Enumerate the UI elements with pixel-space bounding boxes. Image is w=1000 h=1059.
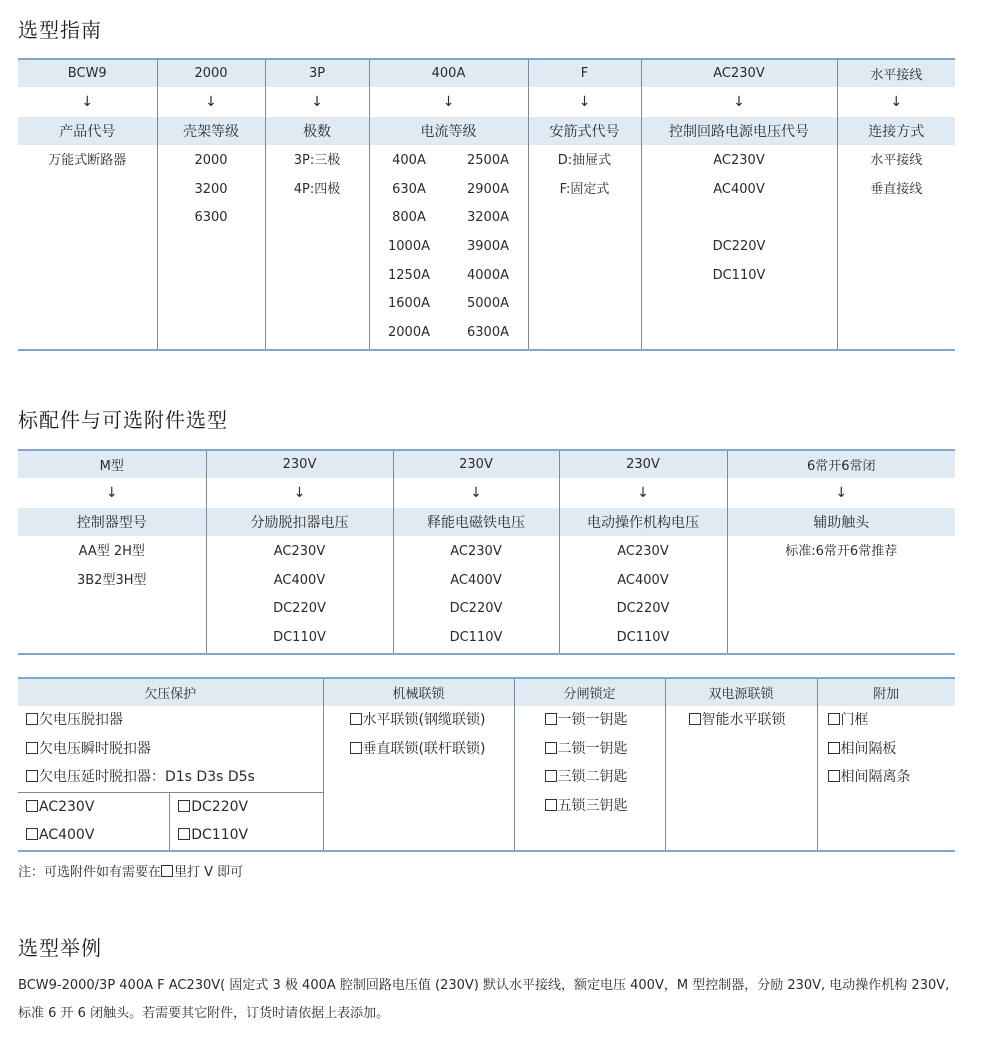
std-arrow-3: ↓ xyxy=(559,478,727,508)
current-list-left xyxy=(370,147,449,348)
guide-value: 万能式断路器 xyxy=(48,153,127,168)
dual-power-options xyxy=(665,706,817,851)
guide-values-1 xyxy=(157,145,265,350)
checkbox-icon[interactable] xyxy=(545,799,557,811)
checkbox-icon[interactable] xyxy=(828,770,840,782)
option-label: 二锁一钥匙 xyxy=(557,740,628,757)
guide-value: 1250A xyxy=(388,267,430,283)
std-value: DC220V xyxy=(449,601,503,617)
option-label: 垂直联锁(联杆联锁) xyxy=(362,740,486,757)
guide-code-3: 400A xyxy=(369,59,528,87)
undervoltage-options xyxy=(18,706,323,851)
guide-value: 630A xyxy=(392,181,426,197)
guide-value: 3200 xyxy=(194,181,228,197)
guide-value: 3200A xyxy=(467,210,509,226)
std-code-1: 230V xyxy=(206,450,393,478)
selection-guide-table xyxy=(18,58,955,351)
checkbox-icon[interactable] xyxy=(26,800,38,812)
guide-value: F:固定式 xyxy=(559,181,610,197)
checkbox-icon[interactable] xyxy=(350,713,362,725)
std-value: DC220V xyxy=(616,601,670,617)
std-values-4 xyxy=(727,536,955,654)
option-phase-isolation-strip[interactable] xyxy=(818,763,956,792)
std-value: 标准:6常开6常推荐 xyxy=(785,544,898,559)
undervoltage-voltage-grid xyxy=(18,792,323,850)
std-value: AC230V xyxy=(273,544,326,559)
checkbox-icon[interactable] xyxy=(350,742,362,754)
option-voltage-ac400[interactable] xyxy=(18,821,169,850)
note-prefix: 注：可选附件如有需要在 xyxy=(18,865,162,880)
std-value: AC400V xyxy=(617,572,669,588)
guide-value: 400A xyxy=(392,153,426,168)
guide-value: 6300A xyxy=(467,325,509,341)
checkbox-icon[interactable] xyxy=(26,828,38,840)
guide-code-6: 水平接线 xyxy=(837,59,955,87)
option-undervoltage-delay[interactable] xyxy=(18,763,323,792)
guide-arrow-4: ↓ xyxy=(528,87,641,117)
guide-label-6: 连接方式 xyxy=(837,117,955,145)
option-label: 五锁三钥匙 xyxy=(557,797,628,814)
std-arrow-2: ↓ xyxy=(393,478,559,508)
std-code-3: 230V xyxy=(559,450,727,478)
std-value: AC400V xyxy=(273,572,326,588)
checkbox-icon[interactable] xyxy=(828,742,840,754)
option-undervoltage-release[interactable] xyxy=(18,706,323,735)
acc-header-dual-power: 双电源联锁 xyxy=(665,678,817,706)
std-code-0: M型 xyxy=(18,450,206,478)
checkbox-icon[interactable] xyxy=(545,770,557,782)
guide-value: 6300 xyxy=(194,210,228,226)
option-phase-barrier[interactable] xyxy=(818,735,956,764)
std-arrow-1: ↓ xyxy=(206,478,393,508)
guide-value: 垂直接线 xyxy=(870,181,923,197)
option-smart-horizontal-interlock[interactable] xyxy=(666,706,817,735)
guide-value: AC230V xyxy=(713,153,765,168)
guide-value: 3P:三极 xyxy=(293,153,341,168)
option-label: 欠电压脱扣器 xyxy=(39,712,123,728)
example-title: 选型举例 xyxy=(18,936,102,960)
option-door-frame[interactable] xyxy=(818,706,956,735)
option-voltage-ac230[interactable] xyxy=(18,793,169,822)
option-label: 相间隔板 xyxy=(840,740,897,757)
checkbox-icon xyxy=(161,865,173,877)
option-label: 水平联锁(钢缆联锁) xyxy=(362,712,486,728)
guide-arrow-2: ↓ xyxy=(265,87,369,117)
option-horizontal-interlock[interactable] xyxy=(324,706,514,735)
option-lock-3-2[interactable] xyxy=(515,763,665,792)
optional-accessories-table xyxy=(18,677,955,852)
standard-accessories-table xyxy=(18,449,955,655)
checkbox-icon[interactable] xyxy=(178,800,190,812)
acc-header-opening-lock: 分闸锁定 xyxy=(514,678,665,706)
option-label: 相间隔离条 xyxy=(840,769,911,785)
guide-value: DC110V xyxy=(712,267,766,283)
option-label: DC110V xyxy=(191,827,249,843)
option-lock-5-3[interactable] xyxy=(515,792,665,821)
option-undervoltage-instant[interactable] xyxy=(18,735,323,764)
std-label-1: 分励脱扣器电压 xyxy=(206,508,393,536)
current-list-right xyxy=(449,147,528,348)
guide-value: 4P:四极 xyxy=(293,181,341,197)
guide-label-3: 电流等级 xyxy=(369,117,528,145)
std-arrow-0: ↓ xyxy=(18,478,206,508)
guide-value: 4000A xyxy=(467,267,509,283)
std-value: AC230V xyxy=(617,544,669,559)
checkbox-icon[interactable] xyxy=(828,713,840,725)
guide-code-4: F xyxy=(528,59,641,87)
guide-arrow-3: ↓ xyxy=(369,87,528,117)
acc-header-additional: 附加 xyxy=(817,678,955,706)
option-lock-2-1[interactable] xyxy=(515,735,665,764)
guide-value: 2900A xyxy=(467,181,509,197)
example-text: BCW9-2000/3P 400A F AC230V( 固定式 3 极 400A 腔制回路电压值 (230V) 默认水平接线，额定电压 400V，M 型控制器，分励 230V, 电动操作机构 230V, 标准 6 开 6 闭触头。若需要其它附件，订货时请依据上表添加。 xyxy=(18,978,950,1021)
guide-value: 800A xyxy=(392,210,426,226)
guide-arrow-5: ↓ xyxy=(641,87,837,117)
guide-values-4 xyxy=(528,145,641,350)
option-label: 门框 xyxy=(840,712,869,728)
std-values-1 xyxy=(206,536,393,654)
std-value: DC220V xyxy=(273,601,326,617)
option-label: 欠电压瞬时脱扣器 xyxy=(39,740,151,757)
std-label-0: 控制器型号 xyxy=(18,508,206,536)
guide-value: 2000A xyxy=(388,325,430,341)
checkbox-icon[interactable] xyxy=(545,713,557,725)
option-voltage-dc220[interactable] xyxy=(170,793,322,822)
guide-value: AC400V xyxy=(713,181,765,197)
guide-values-3 xyxy=(369,145,528,350)
guide-value: 2000 xyxy=(194,153,228,168)
accessories-note xyxy=(18,861,243,880)
checkbox-icon[interactable] xyxy=(178,828,190,840)
guide-arrow-1: ↓ xyxy=(157,87,265,117)
option-label: AC400V xyxy=(39,827,95,843)
checkbox-icon[interactable] xyxy=(689,713,701,725)
option-label: 智能水平联锁 xyxy=(701,712,786,728)
std-value: 3B2型3H型 xyxy=(76,572,147,588)
std-label-2: 释能电磁铁电压 xyxy=(393,508,559,536)
guide-code-1: 2000 xyxy=(157,59,265,87)
std-value: DC110V xyxy=(449,630,503,646)
checkbox-icon[interactable] xyxy=(545,742,557,754)
option-vertical-interlock[interactable] xyxy=(324,735,514,764)
guide-code-0: BCW9 xyxy=(18,59,157,87)
std-values-0 xyxy=(18,536,206,654)
std-arrow-4: ↓ xyxy=(835,485,848,501)
guide-values-2 xyxy=(265,145,369,350)
guide-arrow-0: ↓ xyxy=(18,87,157,117)
std-value: AA型 2H型 xyxy=(78,544,145,559)
std-code-2: 230V xyxy=(393,450,559,478)
std-code-4: 6常开6常闭 xyxy=(727,450,955,478)
guide-value xyxy=(642,204,837,233)
option-label: DC220V xyxy=(191,798,249,815)
option-voltage-dc110[interactable] xyxy=(170,821,322,850)
guide-value: D:抽屉式 xyxy=(557,153,612,168)
guide-value: 1000A xyxy=(388,239,430,255)
acc-header-undervoltage: 欠压保护 xyxy=(18,678,323,706)
guide-label-1: 壳架等级 xyxy=(157,117,265,145)
std-values-3 xyxy=(559,536,727,654)
guide-value: 2500A xyxy=(467,153,509,168)
guide-label-5: 控制回路电源电压代号 xyxy=(641,117,837,145)
option-lock-1-1[interactable] xyxy=(515,706,665,735)
guide-value: 3900A xyxy=(467,239,509,255)
std-value: DC110V xyxy=(616,630,670,646)
option-label: AC230V xyxy=(39,798,95,815)
guide-label-2: 极数 xyxy=(265,117,369,145)
guide-arrow-6: ↓ xyxy=(890,94,903,110)
guide-label-4: 安筋式代号 xyxy=(528,117,641,145)
option-label: 三锁二钥匙 xyxy=(557,769,628,785)
guide-label-0: 产品代号 xyxy=(18,117,157,145)
acc-header-mechanical: 机械联锁 xyxy=(323,678,514,706)
note-suffix: 里打 V 即可 xyxy=(174,865,244,880)
accessories-title: 标配件与可选附件选型 xyxy=(18,408,228,432)
std-label-4: 辅助触头 xyxy=(727,508,955,536)
std-value: AC400V xyxy=(450,572,502,588)
guide-code-5: AC230V xyxy=(641,59,837,87)
checkbox-icon[interactable] xyxy=(26,742,38,754)
guide-value: 水平接线 xyxy=(870,153,923,168)
std-value: AC230V xyxy=(450,544,502,559)
guide-value: 1600A xyxy=(388,296,430,312)
checkbox-icon[interactable] xyxy=(26,770,38,782)
additional-options xyxy=(817,706,955,851)
option-label: 一锁一钥匙 xyxy=(557,712,628,728)
guide-values-0 xyxy=(18,145,157,350)
option-label: 欠电压延时脱扣器：D1s D3s D5s xyxy=(39,769,255,785)
std-value: DC110V xyxy=(273,630,326,646)
guide-code-2: 3P xyxy=(265,59,369,87)
guide-values-6 xyxy=(837,145,955,350)
selection-guide-title: 选型指南 xyxy=(18,18,102,42)
guide-values-5 xyxy=(641,145,837,350)
mechanical-interlock-options xyxy=(323,706,514,851)
opening-lock-options xyxy=(514,706,665,851)
std-label-3: 电动操作机构电压 xyxy=(559,508,727,536)
checkbox-icon[interactable] xyxy=(26,713,38,725)
guide-value: DC220V xyxy=(712,239,766,255)
std-values-2 xyxy=(393,536,559,654)
guide-value: 5000A xyxy=(467,296,509,312)
